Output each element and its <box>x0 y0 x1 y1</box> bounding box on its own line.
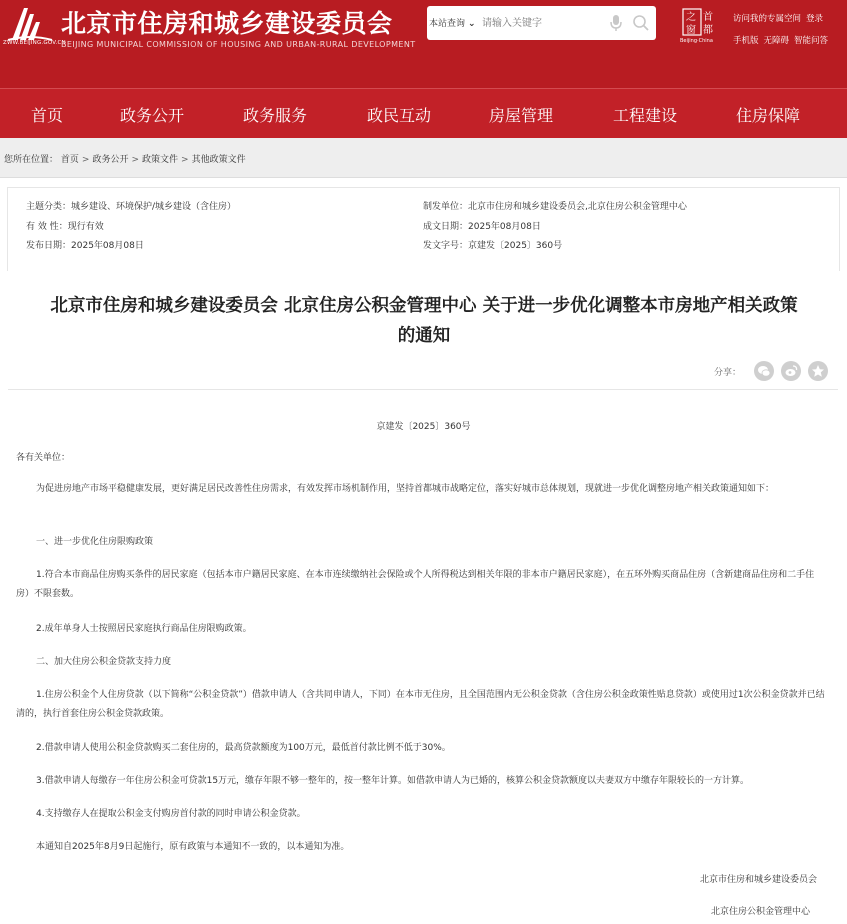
main-nav <box>0 88 847 138</box>
meta-validity-label: 有 效 性： <box>26 222 68 232</box>
search-scope-select[interactable] <box>429 16 476 29</box>
top-links <box>733 8 833 52</box>
search-scope-label: 本站查询 <box>429 19 466 29</box>
capital-logo-caption: Beijing·China <box>680 38 713 44</box>
meta-publish-value: 2025年08月08日 <box>71 241 144 251</box>
site-title[interactable]: 北京市住房和城乡建设委员会 <box>61 9 393 38</box>
article-title <box>4 291 844 351</box>
my-space-link[interactable]: 访问我的专属空间 <box>733 14 802 24</box>
section-heading-1: 一、进一步优化住房限购政策 <box>36 537 154 547</box>
paragraph-intro: 为促进房地产市场平稳健康发展，更好满足居民改善性住房需求，有效发挥市场机制作用，坚持首都城市战略定位，落实好城市总体规划，现就进一步优化调整房地产相关政策通知如下： <box>36 484 775 494</box>
magnifier-icon[interactable] <box>632 14 650 32</box>
meta-created-value: 2025年08月08日 <box>468 222 541 232</box>
meta-validity-value: 现行有效 <box>67 222 104 232</box>
paragraph-2-1: 1.住房公积金个人住房贷款（以下简称“公积金贷款”）借款申请人（含共同申请人，下同）在本市无住房，且全国范围内无公积金贷款（含住房公积金政策性贴息贷款）或使用过1次公积金贷款并已结清的，执行首套住房公积金贷款政策。 <box>16 690 825 719</box>
microphone-icon[interactable] <box>609 14 623 32</box>
divider <box>8 389 838 390</box>
breadcrumb-gov-affairs[interactable]: 政务公开 <box>92 155 129 165</box>
breadcrumb-other-policy-docs[interactable]: 其他政策文件 <box>191 155 246 165</box>
meta-topic-label: 主题分类： <box>26 202 72 212</box>
nav-item-home[interactable]: 首页 <box>31 106 64 125</box>
meta-issuer <box>423 199 687 212</box>
nav-item-housing-management[interactable]: 房屋管理 <box>489 106 554 125</box>
breadcrumb-separator: > <box>131 155 140 165</box>
breadcrumb-bar <box>0 138 847 178</box>
nav-item-gov-services[interactable]: 政务服务 <box>243 106 308 125</box>
svg-text:之: 之 <box>686 12 696 23</box>
breadcrumb-separator: > <box>181 155 189 165</box>
meta-created-date <box>423 219 541 232</box>
chevron-down-icon: ⌄ <box>468 19 476 29</box>
breadcrumb-prefix: 您所在位置： <box>4 155 59 165</box>
accessibility-link[interactable]: 无障碍 <box>763 36 790 46</box>
favorite-icon[interactable] <box>808 361 828 381</box>
meta-issuer-label: 制发单位： <box>423 202 469 212</box>
search-input[interactable] <box>482 14 602 32</box>
logo-caption: ZWW.BEIJING.GOV.CN <box>3 40 66 46</box>
nav-item-gov-affairs[interactable]: 政务公开 <box>120 106 185 125</box>
svg-text:首: 首 <box>703 12 713 23</box>
meta-issuer-value: 北京市住房和城乡建设委员会,北京住房公积金管理中心 <box>468 202 687 212</box>
svg-text:窗: 窗 <box>686 25 696 36</box>
meta-docno-value: 京建发〔2025〕360号 <box>468 241 563 251</box>
paragraph-2-2: 2.借款申请人使用公积金贷款购买二套住房的，最高贷款额度为100万元，最低首付款比例不低于30%。 <box>36 743 451 753</box>
breadcrumb-home[interactable]: 首页 <box>60 155 79 165</box>
meta-docno-label: 发文字号： <box>423 241 469 251</box>
share-label: 分享： <box>714 368 742 378</box>
article <box>0 271 847 924</box>
nav-item-housing-security[interactable]: 住房保障 <box>736 106 801 125</box>
paragraph-2-3: 3.借款申请人每缴存一年住房公积金可贷款15万元，缴存年限不够一整年的，按一整年计算。如借款申请人为已婚的，核算公积金贷款额度以夫妻双方中缴存年限较长的一方计算。 <box>36 776 750 786</box>
wechat-icon[interactable] <box>754 361 774 381</box>
article-doc-number: 京建发〔2025〕360号 <box>376 422 471 432</box>
breadcrumb <box>4 152 246 165</box>
paragraph-2-4: 4.支持缴存人在提取公积金支付购房首付款的同时申请公积金贷款。 <box>36 809 306 819</box>
mobile-version-link[interactable]: 手机版 <box>733 36 759 46</box>
article-title-line2: 的通知 <box>397 326 451 346</box>
article-title-line1: 北京市住房和城乡建设委员会 北京住房公积金管理中心 关于进一步优化调整本市房地产相关政策 <box>50 296 798 316</box>
meta-validity <box>26 219 104 232</box>
nav-item-engineering[interactable]: 工程建设 <box>613 106 678 125</box>
meta-topic-value: 城乡建设、环境保护/城乡建设（含住房） <box>71 202 237 212</box>
nav-item-interaction[interactable]: 政民互动 <box>367 106 432 125</box>
paragraph-effective-date: 本通知自2025年8月9日起施行，原有政策与本通知不一致的，以本通知为准。 <box>36 842 350 852</box>
breadcrumb-policy-docs[interactable]: 政策文件 <box>142 155 179 165</box>
login-link[interactable]: 登录 <box>806 14 824 24</box>
section-heading-2: 二、加大住房公积金贷款支持力度 <box>36 657 172 667</box>
meta-doc-number <box>423 238 562 251</box>
paragraph-1-2: 2.成年单身人士按照居民家庭执行商品住房限购政策。 <box>36 624 252 634</box>
meta-publish-label: 发布日期： <box>26 241 72 251</box>
weibo-icon[interactable] <box>781 361 801 381</box>
meta-topic <box>26 199 236 212</box>
site-header <box>0 0 847 88</box>
site-subtitle: BEIJING MUNICIPAL COMMISSION OF HOUSING AND URBAN-RURAL DEVELOPMENT <box>61 40 416 49</box>
meta-publish-date <box>26 238 144 251</box>
salutation: 各有关单位： <box>16 453 71 463</box>
document-meta <box>7 187 840 271</box>
meta-created-label: 成文日期： <box>423 222 469 232</box>
signature-fund-center: 北京住房公积金管理中心 <box>711 907 811 917</box>
signature-commission: 北京市住房和城乡建设委员会 <box>700 875 818 885</box>
paragraph-1-1: 1.符合本市商品住房购买条件的居民家庭（包括本市户籍居民家庭、在本市连续缴纳社会保险或个人所得税达到相关年限的非本市户籍居民家庭），在五环外购买商品住房（含新建商品住房和二手住房）不限套数。 <box>16 570 815 599</box>
search-box <box>427 6 656 40</box>
smart-qa-link[interactable]: 智能问答 <box>794 36 829 46</box>
breadcrumb-separator: > <box>81 155 90 165</box>
svg-text:都: 都 <box>703 25 713 36</box>
